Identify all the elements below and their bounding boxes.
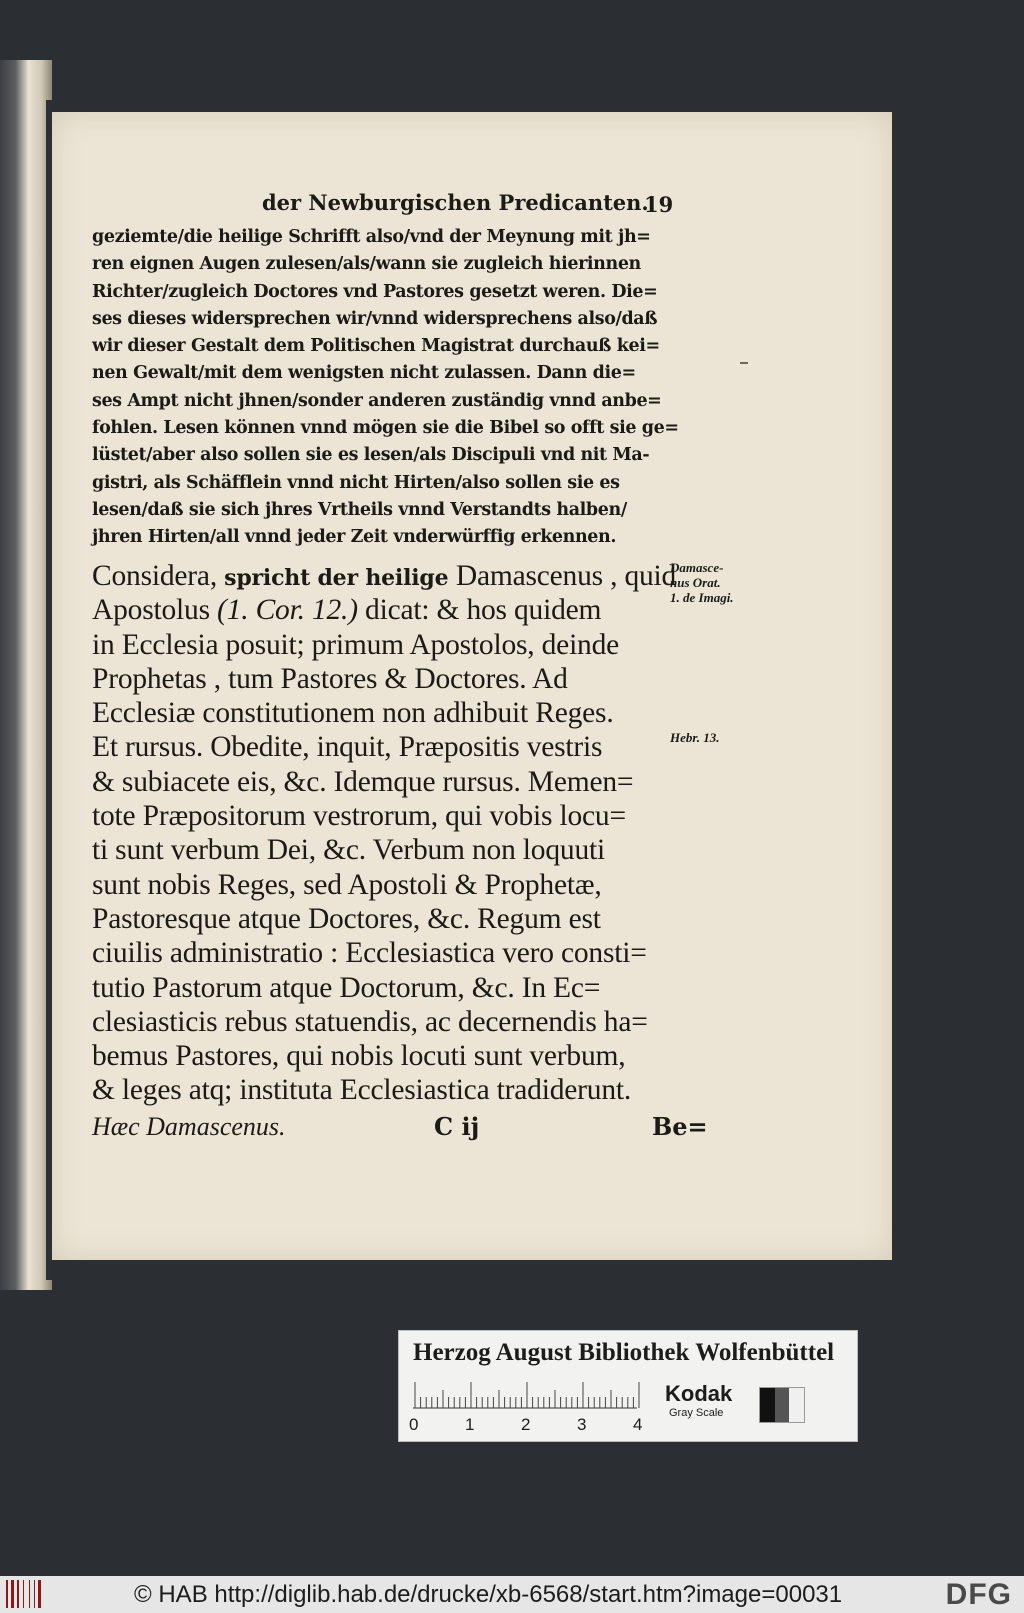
text-line [92,833,732,867]
text-line [92,902,732,936]
text-line [92,1073,732,1107]
text-line: nen Gewalt/mit dem wenigsten nicht zulassen. Dann die= [92,363,636,384]
ruler-number: 4 [633,1415,643,1434]
text-line: gistri, als Schäfflein vnnd nicht Hirten/also sollen sie es [92,472,620,493]
text-line: ses dieses widersprechen wir/vnnd widersprechens also/daß [92,308,658,329]
text-line [92,1005,732,1039]
german-text-block [92,224,722,552]
text-line [92,936,732,970]
text-run: bemus Pastores, qui nobis locuti sunt verbum, [92,1040,626,1073]
text-line [92,971,732,1005]
latin-text-block [92,559,732,1108]
text-line [92,730,732,764]
margin-mark [740,362,748,364]
text-run: & leges atq; instituta Ecclesiastica tradiderunt. [92,1074,632,1107]
text-run: Considera, [92,560,225,592]
text-run: Et rursus. Obedite, inquit, Præpositis vestris [92,731,603,764]
text-line [92,696,732,730]
ruler-ticks [413,1381,645,1409]
ruler-number: 3 [577,1415,587,1434]
text-run: (1. Cor. 12.) [217,594,358,627]
text-line: jhren Hirten/all vnnd jeder Zeit vnderwürffig erkennen. [92,527,617,548]
margin-note-line: Damasce- [670,560,724,575]
footer-bar [0,1576,1024,1613]
text-line [92,799,732,833]
margin-note-line: 1. de Imagi. [670,590,734,605]
text-line: geziemte/die heilige Schrifft also/vnd der Meynung mit jh= [92,227,651,247]
dfg-logo: DFG [945,1578,1012,1611]
text-run: tote Præpositorum vestrorum, qui vobis locu= [92,800,626,833]
text-run: & subiacete eis, &c. Idemque rursus. Memen= [92,765,634,798]
book-page [52,112,892,1260]
barcode-icon [6,1580,46,1608]
text-run: spricht der heilige [224,565,456,591]
text-run: Pastoresque atque Doctores, &c. Regum est [92,902,601,935]
page-number: 19 [644,192,674,217]
barcode-bar [34,1580,35,1608]
barcode-bar [23,1580,24,1608]
text-run: ti sunt verbum Dei, &c. Verbum non loquuti [92,834,605,867]
gray-patch [775,1388,790,1422]
gray-patch [789,1388,804,1422]
text-line: wir dieser Gestalt dem Politischen Magistrat durchauß kei= [92,336,660,357]
signature-mark: C ij [434,1112,480,1141]
text-run: dicat: & hos quidem [357,594,602,627]
text-run: tutio Pastorum atque Doctorum, &c. In Ec= [92,971,601,1004]
ruler-number: 1 [465,1415,475,1434]
margin-note-line: nus Orat. [670,575,721,590]
text-run: in Ecclesia posuit; primum Apostolos, deinde [92,628,620,661]
text-line: lesen/daß sie sich jhres Vrtheils vnnd Verstandts halben/ [92,499,627,520]
text-line [92,662,732,696]
text-run: sunt nobis Reges, sed Apostoli & Prophetæ, [92,868,602,901]
ruler-number: 2 [521,1415,531,1434]
text-run: ciuilis administratio : Ecclesiastica vero consti= [92,937,647,970]
text-line [92,868,732,902]
ruler-number: 0 [409,1415,419,1434]
text-line: fohlen. Lesen können vnnd mögen sie die Bibel so offt sie ge= [92,418,679,439]
text-run: Ecclesiæ constitutionem non adhibuit Reges. [92,697,614,730]
kodak-subtitle: Gray Scale [669,1407,724,1419]
scale-ruler [413,1381,645,1409]
barcode-bar [11,1580,14,1608]
text-line [92,765,732,799]
gray-patch [760,1388,775,1422]
margin-note-damascenus [670,560,734,605]
barcode-bar [29,1580,30,1608]
barcode-bar [17,1580,19,1608]
color-target-card [398,1330,858,1442]
catch-line [92,1112,732,1148]
closing-attribution: Hæc Damascenus. [92,1112,286,1141]
text-run: Apostolus [92,594,218,627]
kodak-logo: Kodak [665,1381,733,1406]
text-line: ses Ampt nicht jhnen/sonder anderen zuständig vnnd anbe= [92,390,662,411]
barcode-bar [6,1580,8,1608]
text-run: Damascenus , quid [455,560,677,592]
text-line [92,628,732,662]
footer-copyright-url[interactable]: © HAB http://diglib.hab.de/drucke/xb-6568/start.htm?image=00031 [134,1581,843,1608]
barcode-bar [38,1580,41,1608]
running-head: der Newburgischen Predicanten. [262,190,649,215]
text-run: Prophetas , tum Pastores & Doctores. Ad [92,662,568,695]
text-line: ren eignen Augen zulesen/als/wann sie zugleich hierinnen [92,254,641,275]
book-binding-edge [0,60,52,1290]
gray-scale-swatch [759,1387,805,1423]
text-line: lüstet/aber also sollen sie es lesen/als Discipuli vnd nit Ma- [92,445,650,466]
text-line [92,559,732,593]
text-run: clesiasticis rebus statuendis, ac decernendis ha= [92,1005,648,1038]
text-line [92,593,732,627]
text-line [92,1039,732,1073]
margin-note-hebr: Hebr. 13. [670,730,720,745]
target-title: Herzog August Bibliothek Wolfenbüttel [413,1339,835,1366]
catchword: Be= [652,1112,708,1141]
text-line: Richter/zugleich Doctores vnd Pastores gesetzt weren. Die= [92,281,658,302]
